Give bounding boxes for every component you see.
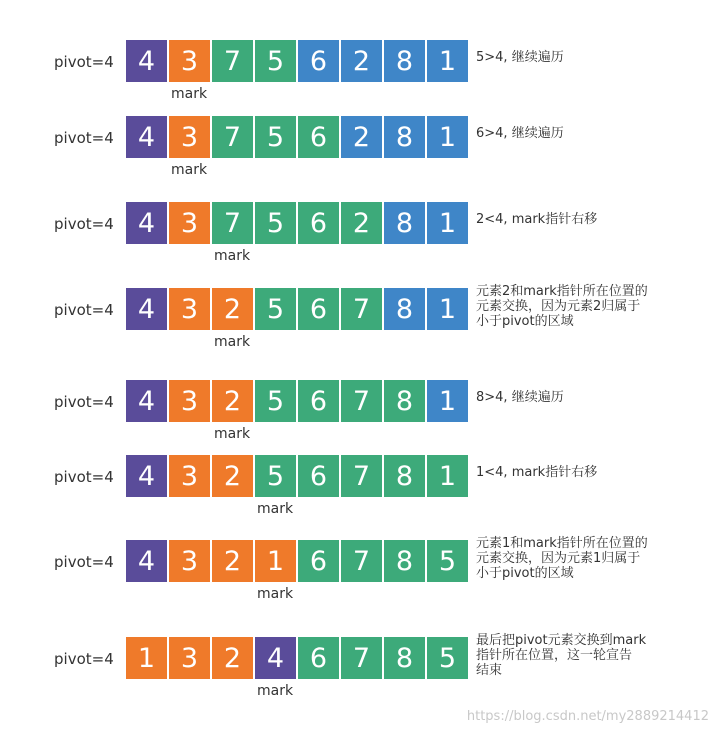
array-cell: 8 bbox=[384, 116, 425, 158]
mark-pointer: mark bbox=[171, 86, 208, 102]
step-note bbox=[476, 284, 711, 329]
array-cell: 2 bbox=[341, 202, 382, 244]
array-cell: 8 bbox=[384, 202, 425, 244]
step-note-line: 小于pivot的区域 bbox=[476, 566, 574, 581]
array-cell: 6 bbox=[298, 540, 339, 582]
array-cell: 1 bbox=[427, 116, 468, 158]
step-note-line: 指针所在位置，这一轮宣告 bbox=[476, 648, 633, 663]
array-cell: 1 bbox=[255, 540, 296, 582]
array-cell: 6 bbox=[298, 288, 339, 330]
array-cell: 8 bbox=[384, 455, 425, 497]
array-cell: 7 bbox=[341, 637, 382, 679]
array-cells bbox=[126, 540, 470, 582]
array-cell: 6 bbox=[298, 202, 339, 244]
array-cells bbox=[126, 116, 470, 158]
array-cell: 3 bbox=[169, 637, 210, 679]
step-note-line: 6>4, 继续遍历 bbox=[476, 126, 564, 141]
array-cell: 6 bbox=[298, 637, 339, 679]
array-cells bbox=[126, 455, 470, 497]
array-cell: 4 bbox=[126, 380, 167, 422]
step-note-line: 元素2和mark指针所在位置的 bbox=[476, 284, 648, 299]
mark-pointer: mark bbox=[214, 334, 251, 350]
array-cell: 8 bbox=[384, 540, 425, 582]
array-cell: 7 bbox=[212, 116, 253, 158]
array-cell: 4 bbox=[126, 40, 167, 82]
step-note-line: 小于pivot的区域 bbox=[476, 314, 574, 329]
step-note-line: 元素交换，因为元素2归属于 bbox=[476, 299, 641, 314]
step-note-line: 5>4, 继续遍历 bbox=[476, 50, 564, 65]
array-cell: 2 bbox=[212, 288, 253, 330]
array-cells bbox=[126, 637, 470, 679]
array-cell: 5 bbox=[255, 380, 296, 422]
array-cell: 8 bbox=[384, 288, 425, 330]
mark-pointer: mark bbox=[257, 683, 294, 699]
array-cell: 5 bbox=[427, 637, 468, 679]
array-cell: 4 bbox=[126, 116, 167, 158]
pivot-label: pivot=4 bbox=[54, 553, 114, 571]
array-cell: 1 bbox=[427, 380, 468, 422]
step-row bbox=[0, 455, 719, 545]
mark-pointer: mark bbox=[171, 162, 208, 178]
mark-pointer: mark bbox=[257, 501, 294, 517]
array-cell: 6 bbox=[298, 116, 339, 158]
pivot-label: pivot=4 bbox=[54, 53, 114, 71]
array-cell: 3 bbox=[169, 540, 210, 582]
pivot-label: pivot=4 bbox=[54, 468, 114, 486]
array-cell: 1 bbox=[427, 288, 468, 330]
array-cell: 2 bbox=[212, 637, 253, 679]
array-cell: 6 bbox=[298, 40, 339, 82]
array-cell: 1 bbox=[427, 40, 468, 82]
array-cell: 4 bbox=[255, 637, 296, 679]
mark-pointer: mark bbox=[257, 586, 294, 602]
array-cells bbox=[126, 202, 470, 244]
step-row bbox=[0, 116, 719, 206]
array-cell: 6 bbox=[298, 380, 339, 422]
array-cell: 2 bbox=[212, 380, 253, 422]
array-cells bbox=[126, 288, 470, 330]
step-note bbox=[476, 126, 711, 141]
array-cell: 7 bbox=[341, 288, 382, 330]
array-cell: 3 bbox=[169, 116, 210, 158]
step-note-line: 元素交换，因为元素1归属于 bbox=[476, 551, 641, 566]
step-row bbox=[0, 202, 719, 292]
mark-pointer: mark bbox=[214, 248, 251, 264]
array-cell: 3 bbox=[169, 202, 210, 244]
array-cell: 5 bbox=[255, 116, 296, 158]
array-cell: 8 bbox=[384, 637, 425, 679]
array-cell: 1 bbox=[427, 455, 468, 497]
array-cell: 8 bbox=[384, 380, 425, 422]
array-cell: 2 bbox=[212, 455, 253, 497]
step-row bbox=[0, 284, 719, 378]
array-cell: 5 bbox=[255, 288, 296, 330]
array-cell: 3 bbox=[169, 380, 210, 422]
array-cell: 8 bbox=[384, 40, 425, 82]
step-note-line: 最后把pivot元素交换到mark bbox=[476, 633, 647, 648]
step-note bbox=[476, 465, 711, 480]
array-cell: 7 bbox=[212, 40, 253, 82]
array-cell: 1 bbox=[427, 202, 468, 244]
step-note-line: 元素1和mark指针所在位置的 bbox=[476, 536, 648, 551]
step-note bbox=[476, 50, 711, 65]
array-cell: 5 bbox=[255, 455, 296, 497]
step-row bbox=[0, 536, 719, 630]
watermark: https://blog.csdn.net/my2889214412 bbox=[466, 709, 709, 724]
array-cell: 3 bbox=[169, 288, 210, 330]
step-note-line: 2<4, mark指针右移 bbox=[476, 212, 598, 227]
step-note bbox=[476, 536, 711, 581]
pivot-label: pivot=4 bbox=[54, 215, 114, 233]
step-note bbox=[476, 390, 711, 405]
pivot-label: pivot=4 bbox=[54, 129, 114, 147]
array-cell: 4 bbox=[126, 288, 167, 330]
array-cell: 5 bbox=[255, 40, 296, 82]
step-note-line: 8>4, 继续遍历 bbox=[476, 390, 564, 405]
array-cell: 7 bbox=[341, 455, 382, 497]
array-cell: 7 bbox=[341, 380, 382, 422]
array-cell: 5 bbox=[427, 540, 468, 582]
step-note-line: 结束 bbox=[476, 663, 503, 678]
array-cell: 4 bbox=[126, 455, 167, 497]
mark-pointer: mark bbox=[214, 426, 251, 442]
array-cell: 1 bbox=[126, 637, 167, 679]
step-note-line: 1<4, mark指针右移 bbox=[476, 465, 598, 480]
array-cell: 4 bbox=[126, 202, 167, 244]
array-cell: 3 bbox=[169, 40, 210, 82]
step-note bbox=[476, 633, 711, 678]
array-cell: 2 bbox=[341, 116, 382, 158]
pivot-label: pivot=4 bbox=[54, 301, 114, 319]
array-cell: 2 bbox=[341, 40, 382, 82]
array-cell: 6 bbox=[298, 455, 339, 497]
step-note bbox=[476, 212, 711, 227]
array-cell: 7 bbox=[341, 540, 382, 582]
array-cell: 3 bbox=[169, 455, 210, 497]
pivot-label: pivot=4 bbox=[54, 650, 114, 668]
array-cell: 2 bbox=[212, 540, 253, 582]
array-cell: 7 bbox=[212, 202, 253, 244]
array-cell: 5 bbox=[255, 202, 296, 244]
array-cells bbox=[126, 380, 470, 422]
pivot-label: pivot=4 bbox=[54, 393, 114, 411]
array-cells bbox=[126, 40, 470, 82]
array-cell: 4 bbox=[126, 540, 167, 582]
